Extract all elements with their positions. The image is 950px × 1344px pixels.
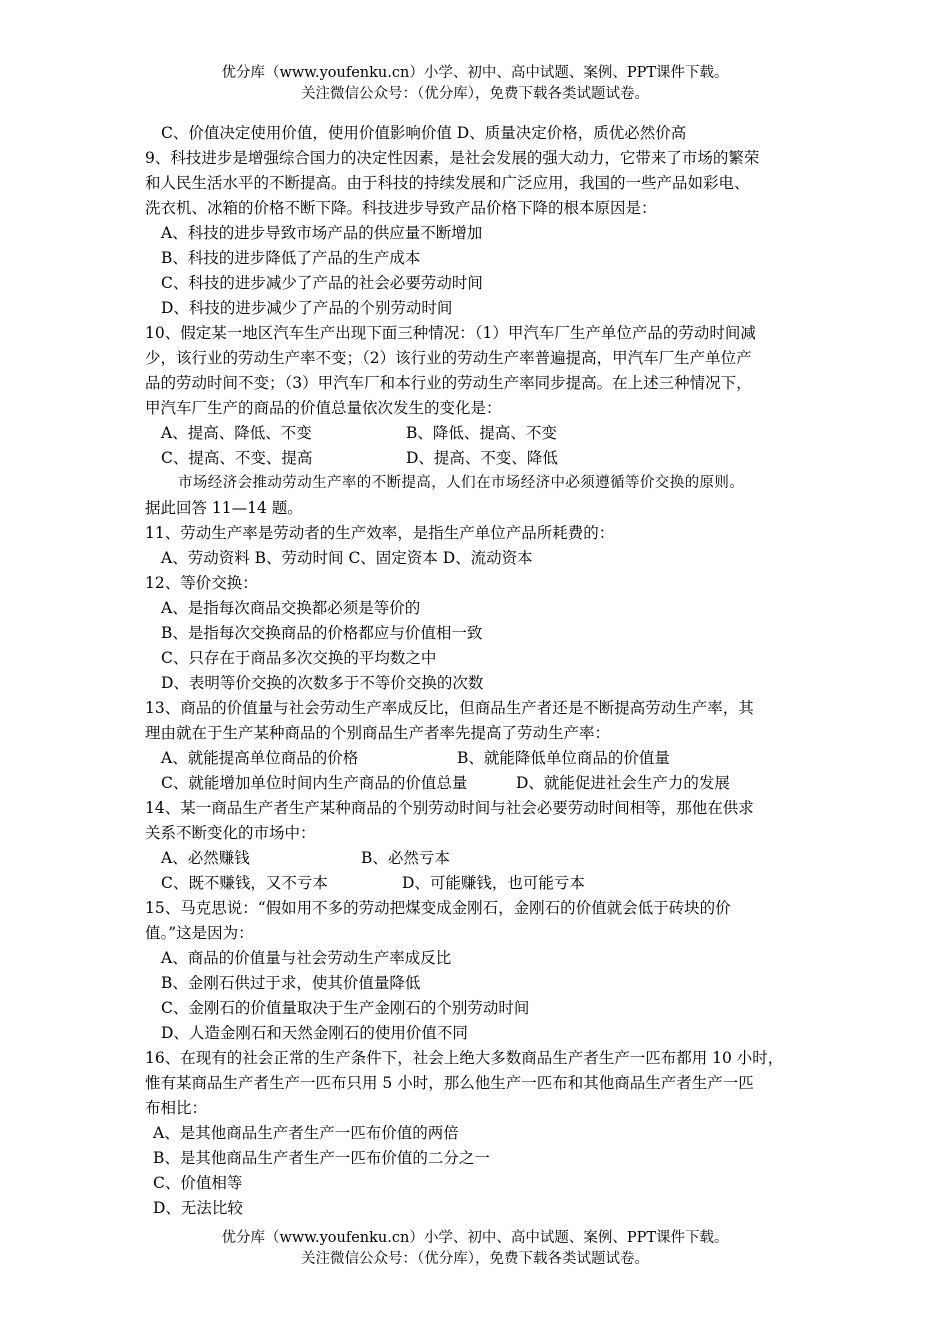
q10-options-ab	[145, 421, 815, 446]
q12-option-b: B、是指每次交换商品的价格都应与价值相一致	[161, 624, 483, 642]
q10-option-c: C、提高、不变、提高	[161, 449, 313, 467]
header-line-2: 关注微信公众号：（优分库），免费下载各类试题试卷。	[301, 86, 649, 102]
q15-option-d: D、人造金刚石和天然金刚石的使用价值不同	[161, 1024, 468, 1042]
q12-stem: 12、等价交换：	[145, 574, 258, 592]
footer-line-1: 优分库（www.youfenku.cn）小学、初中、高中试题、案例、PPT课件下载。	[221, 1230, 729, 1246]
header-line-1: 优分库（www.youfenku.cn）小学、初中、高中试题、案例、PPT课件下载。	[221, 65, 729, 81]
q13-option-b: B、就能降低单位商品的价值量	[457, 749, 670, 767]
q16-option-c: C、价值相等	[153, 1174, 243, 1192]
q15-option-c: C、金刚石的价值量取决于生产金刚石的个别劳动时间	[161, 999, 530, 1017]
q16-option-b: B、是其他商品生产者生产一匹布价值的二分之一	[153, 1149, 490, 1167]
q16-stem-line-3: 布相比：	[145, 1099, 208, 1117]
page-footer	[0, 1228, 950, 1270]
q15-stem-line-2: 值。”这是因为：	[145, 924, 254, 942]
q10-options-cd	[145, 446, 815, 471]
question-13	[145, 696, 815, 796]
q16-stem-line-1: 16、在现有的社会正常的生产条件下，社会上绝大多数商品生产者生产一匹布都用 10 小时，	[145, 1049, 784, 1067]
document-body	[145, 121, 815, 1221]
q13-option-d: D、就能促进社会生产力的发展	[516, 774, 730, 792]
q14-option-d: D、可能赚钱，也可能亏本	[402, 874, 585, 892]
q13-option-c: C、就能增加单位时间内生产商品的价值总量	[161, 774, 468, 792]
page-header	[0, 63, 950, 105]
q13-options-ab	[145, 746, 815, 771]
question-16	[145, 1046, 815, 1221]
q10-stem-line-4: 甲汽车厂生产的商品的价值总量依次发生的变化是：	[145, 399, 502, 417]
q11-options: A、劳动资料 B、劳动时间 C、固定资本 D、流动资本	[161, 549, 533, 567]
section-note	[145, 471, 815, 521]
q14-option-c: C、既不赚钱，又不亏本	[161, 874, 328, 892]
q10-stem-line-2: 少，该行业的劳动生产率不变；（2）该行业的劳动生产率普遍提高，甲汽车厂生产单位产	[145, 349, 752, 367]
q12-option-d: D、表明等价交换的次数多于不等价交换的次数	[161, 674, 484, 692]
q13-option-a: A、就能提高单位商品的价格	[161, 749, 359, 767]
q16-stem-line-2: 惟有某商品生产者生产一匹布只用 5 小时，那么他生产一匹布和其他商品生产者生产一匹	[145, 1074, 754, 1092]
q8-options-cd: C、价值决定使用价值，使用价值影响价值 D、质量决定价格，质优必然价高	[161, 124, 687, 142]
q10-option-b: B、降低、提高、不变	[406, 424, 557, 442]
q14-options-ab	[145, 846, 815, 871]
q15-option-a: A、商品的价值量与社会劳动生产率成反比	[161, 949, 452, 967]
question-14	[145, 796, 815, 896]
q9-stem-line-2: 和人民生活水平的不断提高。由于科技的持续发展和广泛应用，我国的一些产品如彩电、	[145, 174, 750, 192]
q14-stem-line-1: 14、某一商品生产者生产某种商品的个别劳动时间与社会必要劳动时间相等，那他在供求	[145, 799, 754, 817]
question-11	[145, 521, 815, 571]
question-12	[145, 571, 815, 696]
q14-option-a: A、必然赚钱	[161, 849, 250, 867]
question-10	[145, 321, 815, 471]
q12-option-c: C、只存在于商品多次交换的平均数之中	[161, 649, 437, 667]
q9-stem-line-1: 9、科技进步是增强综合国力的决定性因素，是社会发展的强大动力，它带来了市场的繁荣	[145, 149, 760, 167]
q13-stem-line-1: 13、商品的价值量与社会劳动生产率成反比，但商品生产者还是不断提高劳动生产率，其	[145, 699, 754, 717]
q10-stem-line-3: 品的劳动时间不变；（3）甲汽车厂和本行业的劳动生产率同步提高。在上述三种情况下，	[145, 374, 752, 392]
q14-stem-line-2: 关系不断变化的市场中：	[145, 824, 316, 842]
question-15	[145, 896, 815, 1046]
q9-option-a: A、科技的进步导致市场产品的供应量不断增加	[161, 224, 483, 242]
footer-line-2: 关注微信公众号：（优分库），免费下载各类试题试卷。	[301, 1251, 649, 1267]
q10-option-a: A、提高、降低、不变	[161, 424, 312, 442]
q14-options-cd	[145, 871, 815, 896]
q13-stem-line-2: 理由就在于生产某种商品的个别商品生产者率先提高了劳动生产率：	[145, 724, 611, 742]
q9-option-b: B、科技的进步降低了产品的生产成本	[161, 249, 421, 267]
q12-option-a: A、是指每次商品交换都必须是等价的	[161, 599, 421, 617]
q11-stem: 11、劳动生产率是劳动者的生产效率，是指生产单位产品所耗费的：	[145, 524, 615, 542]
q9-stem-line-3: 洗衣机、冰箱的价格不断下降。科技进步导致产品价格下降的根本原因是：	[145, 199, 657, 217]
q16-option-a: A、是其他商品生产者生产一匹布价值的两倍	[153, 1124, 459, 1142]
q15-stem-line-1: 15、马克思说：“假如用不多的劳动把煤变成金刚石，金刚石的价值就会低于砖块的价	[145, 899, 731, 917]
note-line-1: 市场经济会推动劳动生产率的不断提高，人们在市场经济中必须遵循等价交换的原则。	[178, 475, 745, 491]
q13-options-cd	[145, 771, 815, 796]
q15-option-b: B、金刚石供过于求，使其价值量降低	[161, 974, 421, 992]
note-line-2: 据此回答 11—14 题。	[145, 499, 303, 517]
question-9	[145, 146, 815, 321]
q9-option-d: D、科技的进步减少了产品的个别劳动时间	[161, 299, 453, 317]
q9-option-c: C、科技的进步减少了产品的社会必要劳动时间	[161, 274, 483, 292]
q14-option-b: B、必然亏本	[361, 849, 450, 867]
q16-option-d: D、无法比较	[153, 1199, 243, 1217]
q10-option-d: D、提高、不变、降低	[406, 449, 558, 467]
q10-stem-line-1: 10、假定某一地区汽车生产出现下面三种情况：（1）甲汽车厂生产单位产品的劳动时间减	[145, 324, 756, 342]
